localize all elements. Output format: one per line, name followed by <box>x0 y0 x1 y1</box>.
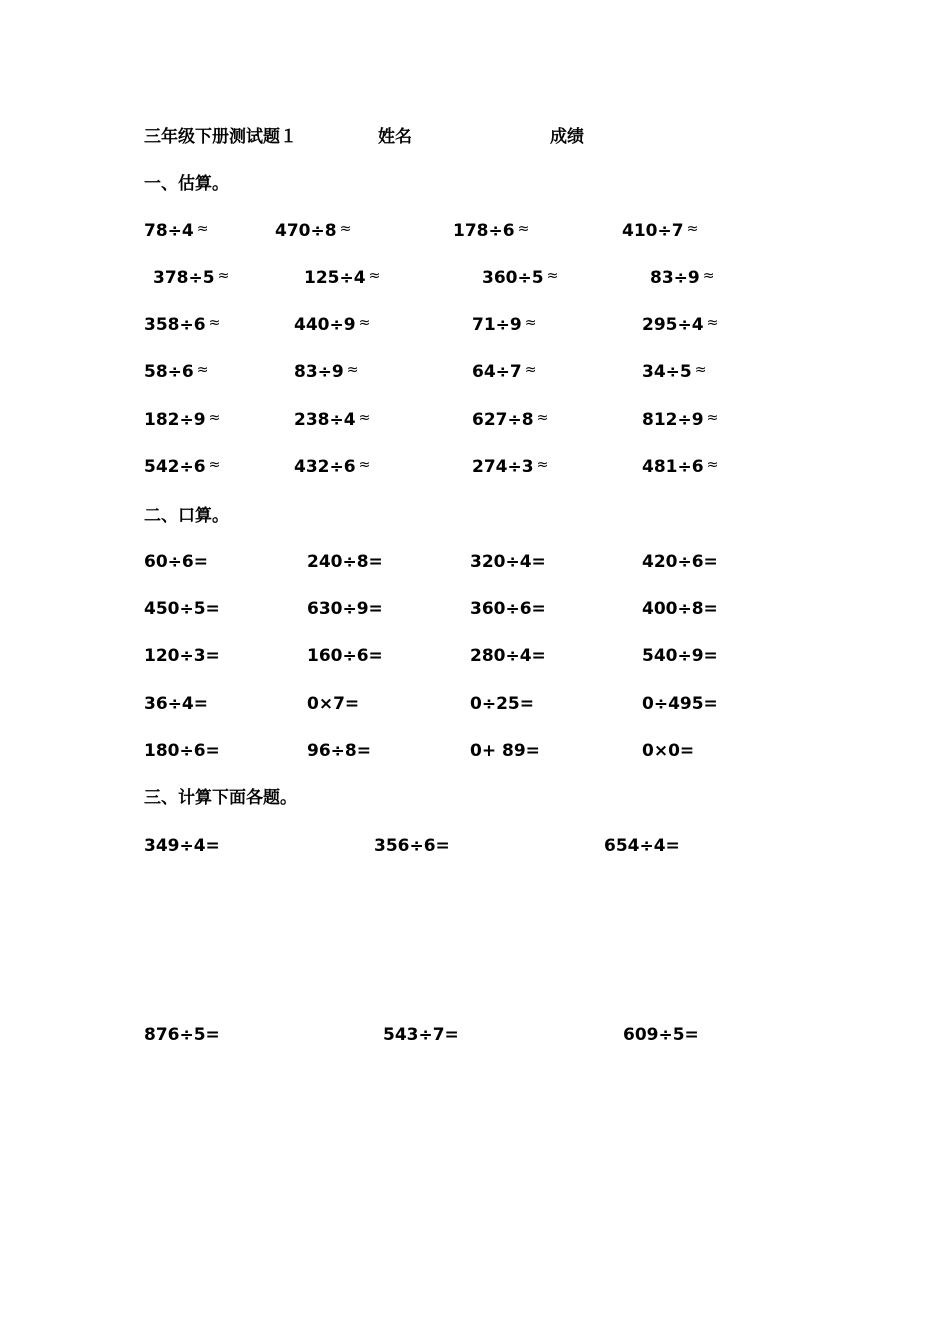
problem-expression: 295÷4 <box>642 315 704 335</box>
approx-symbol: ≈ <box>339 221 352 237</box>
problem-expression: 360÷5 <box>482 268 544 288</box>
approx-symbol: ≈ <box>358 410 371 426</box>
estimation-problem <box>144 362 208 383</box>
estimation-problem <box>275 221 351 242</box>
problem-expression: 34÷5 <box>642 362 692 382</box>
problem-expression: 125÷4 <box>304 268 366 288</box>
estimation-problem <box>144 457 220 478</box>
problem-expression: 78÷4 <box>144 221 194 241</box>
problem-expression: 64÷7 <box>472 362 522 382</box>
approx-symbol: ≈ <box>706 315 719 331</box>
estimation-problem <box>472 362 536 383</box>
problem-expression: 470÷8 <box>275 221 337 241</box>
section-calculation-heading: 三、计算下面各题。 <box>144 788 297 808</box>
mental-math-problem: 240÷8= <box>307 552 383 572</box>
calculation-problem: 609÷5= <box>623 1025 699 1045</box>
calculation-problem: 876÷5= <box>144 1025 220 1045</box>
approx-symbol: ≈ <box>536 457 549 473</box>
estimation-problem <box>642 410 718 431</box>
estimation-problem <box>144 221 208 242</box>
approx-symbol: ≈ <box>196 362 209 378</box>
problem-expression: 432÷6 <box>294 457 356 477</box>
problem-expression: 274÷3 <box>472 457 534 477</box>
mental-math-problem: 0÷25= <box>470 694 534 714</box>
mental-math-problem: 0+ 89= <box>470 741 540 761</box>
estimation-problem <box>153 268 229 289</box>
estimation-problem <box>472 315 536 336</box>
name-label: 姓名 <box>378 127 412 147</box>
mental-math-problem: 120÷3= <box>144 646 220 666</box>
estimation-problem <box>642 315 718 336</box>
problem-expression: 83÷9 <box>650 268 700 288</box>
estimation-problem <box>642 457 718 478</box>
mental-math-problem: 450÷5= <box>144 599 220 619</box>
mental-math-problem: 160÷6= <box>307 646 383 666</box>
estimation-problem <box>482 268 558 289</box>
mental-math-problem: 540÷9= <box>642 646 718 666</box>
approx-symbol: ≈ <box>368 268 381 284</box>
mental-math-problem: 0÷495= <box>642 694 718 714</box>
score-label: 成绩 <box>550 127 584 147</box>
approx-symbol: ≈ <box>208 457 221 473</box>
problem-expression: 812÷9 <box>642 410 704 430</box>
section-mental-math-heading: 二、口算。 <box>144 506 229 526</box>
approx-symbol: ≈ <box>536 410 549 426</box>
estimation-problem <box>472 457 548 478</box>
mental-math-problem: 180÷6= <box>144 741 220 761</box>
page-title: 三年级下册测试题１ <box>144 127 297 147</box>
calculation-problem: 543÷7= <box>383 1025 459 1045</box>
problem-expression: 71÷9 <box>472 315 522 335</box>
calculation-problem: 356÷6= <box>374 836 450 856</box>
section-estimation-heading: 一、估算。 <box>144 174 229 194</box>
mental-math-problem: 0×0= <box>642 741 695 761</box>
estimation-problem <box>294 315 370 336</box>
mental-math-problem: 0×7= <box>307 694 360 714</box>
approx-symbol: ≈ <box>517 221 530 237</box>
estimation-problem <box>650 268 714 289</box>
mental-math-problem: 360÷6= <box>470 599 546 619</box>
approx-symbol: ≈ <box>546 268 559 284</box>
problem-expression: 378÷5 <box>153 268 215 288</box>
mental-math-problem: 420÷6= <box>642 552 718 572</box>
problem-expression: 481÷6 <box>642 457 704 477</box>
mental-math-problem: 60÷6= <box>144 552 208 572</box>
problem-expression: 238÷4 <box>294 410 356 430</box>
approx-symbol: ≈ <box>217 268 230 284</box>
approx-symbol: ≈ <box>524 362 537 378</box>
problem-expression: 182÷9 <box>144 410 206 430</box>
calculation-problem: 654÷4= <box>604 836 680 856</box>
estimation-problem <box>622 221 698 242</box>
approx-symbol: ≈ <box>208 410 221 426</box>
mental-math-problem: 400÷8= <box>642 599 718 619</box>
problem-expression: 358÷6 <box>144 315 206 335</box>
approx-symbol: ≈ <box>196 221 209 237</box>
approx-symbol: ≈ <box>358 457 371 473</box>
approx-symbol: ≈ <box>702 268 715 284</box>
approx-symbol: ≈ <box>706 457 719 473</box>
calculation-problem: 349÷4= <box>144 836 220 856</box>
estimation-problem <box>294 410 370 431</box>
estimation-problem <box>294 457 370 478</box>
problem-expression: 58÷6 <box>144 362 194 382</box>
mental-math-problem: 630÷9= <box>307 599 383 619</box>
estimation-problem <box>144 315 220 336</box>
approx-symbol: ≈ <box>524 315 537 331</box>
estimation-problem <box>304 268 380 289</box>
estimation-problem <box>453 221 529 242</box>
approx-symbol: ≈ <box>346 362 359 378</box>
mental-math-problem: 96÷8= <box>307 741 371 761</box>
approx-symbol: ≈ <box>208 315 221 331</box>
approx-symbol: ≈ <box>706 410 719 426</box>
problem-expression: 542÷6 <box>144 457 206 477</box>
approx-symbol: ≈ <box>358 315 371 331</box>
estimation-problem <box>294 362 358 383</box>
approx-symbol: ≈ <box>694 362 707 378</box>
approx-symbol: ≈ <box>686 221 699 237</box>
problem-expression: 178÷6 <box>453 221 515 241</box>
problem-expression: 440÷9 <box>294 315 356 335</box>
estimation-problem <box>642 362 706 383</box>
estimation-problem <box>144 410 220 431</box>
problem-expression: 410÷7 <box>622 221 684 241</box>
mental-math-problem: 36÷4= <box>144 694 208 714</box>
problem-expression: 627÷8 <box>472 410 534 430</box>
problem-expression: 83÷9 <box>294 362 344 382</box>
mental-math-problem: 320÷4= <box>470 552 546 572</box>
estimation-problem <box>472 410 548 431</box>
mental-math-problem: 280÷4= <box>470 646 546 666</box>
